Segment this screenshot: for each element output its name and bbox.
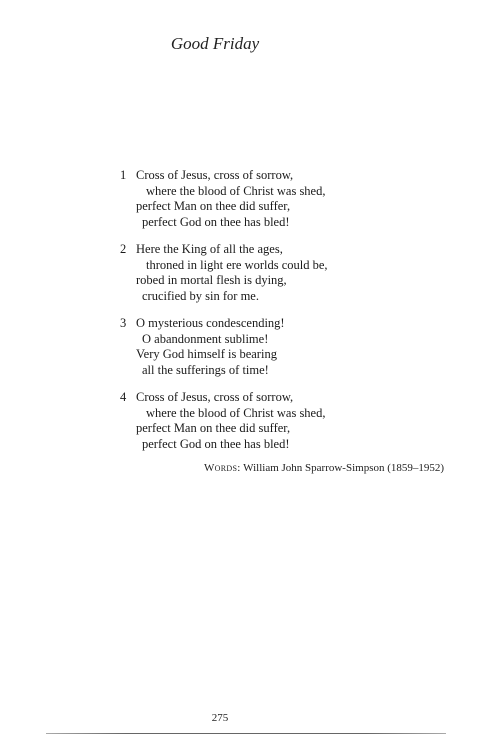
verse-number: 4 (120, 390, 127, 404)
verse-line: throned in light ere worlds could be, (146, 257, 328, 272)
verse-line: all the sufferings of time! (142, 362, 269, 377)
verse-line: O abandonment sublime! (142, 331, 269, 346)
verse-line: crucified by sin for me. (142, 288, 259, 303)
verse (120, 168, 328, 230)
words-credit (204, 462, 444, 474)
page-title: Good Friday (170, 34, 260, 53)
verse (120, 316, 328, 378)
verse-line: Here the King of all the ages, (136, 242, 283, 256)
verse-line: robed in mortal flesh is dying, (136, 273, 287, 287)
verse-line: O mysterious condescending! (136, 316, 285, 330)
verse-line: where the blood of Christ was shed, (146, 183, 326, 198)
verse-number: 1 (120, 168, 127, 182)
verse-line: Cross of Jesus, cross of sorrow, (136, 390, 294, 404)
verse (120, 242, 328, 304)
page-number: 275 (211, 712, 229, 724)
verse-line: perfect Man on thee did suffer, (136, 421, 291, 435)
verse (120, 390, 328, 452)
hymn-text (120, 168, 328, 464)
verse-line: Cross of Jesus, cross of sorrow, (136, 168, 294, 182)
credit-label: Words: (204, 462, 241, 474)
verse-number: 3 (120, 316, 127, 330)
verse-line: perfect Man on thee did suffer, (136, 199, 291, 213)
verse-number: 2 (120, 242, 127, 256)
verse-line: Very God himself is bearing (136, 347, 277, 361)
verse-line: where the blood of Christ was shed, (146, 405, 326, 420)
verse-line: perfect God on thee has bled! (142, 436, 290, 451)
credit-author: William John Sparrow-Simpson (1859–1952) (243, 462, 445, 474)
footer-rule (46, 733, 446, 734)
verse-line: perfect God on thee has bled! (142, 214, 290, 229)
